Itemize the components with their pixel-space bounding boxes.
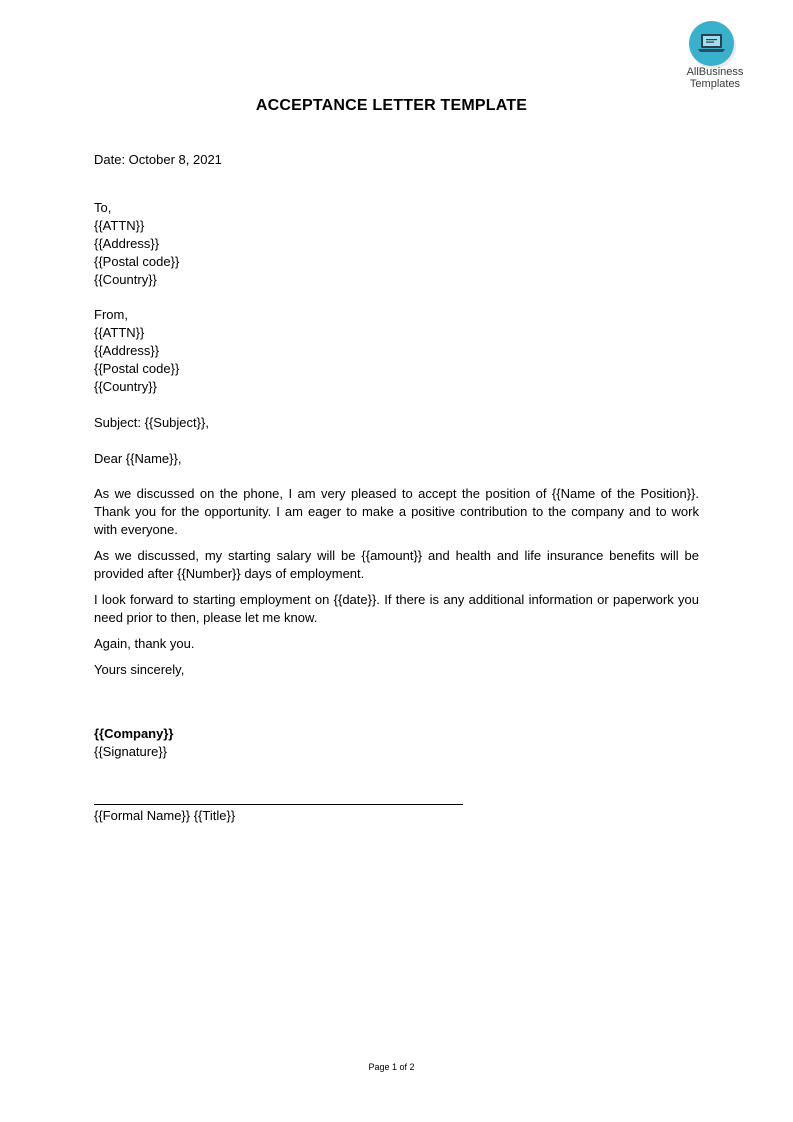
signature-placeholder: {{Signature}} [94,744,168,759]
salutation: Dear {{Name}}, [94,451,182,466]
recipient-postal-code: {{Postal code}} [94,254,180,269]
sender-heading: From, [94,307,128,322]
sender-postal-code: {{Postal code}} [94,361,180,376]
body-paragraph-3: I look forward to starting employment on {{date}}. If there is any additional information or paperwork you need prior to then, please let me know. [94,592,699,625]
subject-line: Subject: {{Subject}}, [94,415,209,430]
sender-attn: {{ATTN}} [94,325,145,340]
sender-country: {{Country}} [94,379,157,394]
recipient-block [94,199,699,289]
body-paragraph-2: As we discussed, my starting salary will be {{amount}} and health and life insurance benefits will be provided after {{Number}} days of employment. [94,548,699,581]
logo-badge [689,21,734,66]
page-number: Page 1 of 2 [368,1062,415,1072]
formal-name-title: {{Formal Name}} {{Title}} [94,808,236,823]
logo-wordmark [672,66,758,90]
sender-address: {{Address}} [94,343,160,358]
date-line: Date: October 8, 2021 [94,152,222,167]
thanks-line: Again, thank you. [94,636,195,651]
signature-line [94,804,463,805]
recipient-address: {{Address}} [94,236,160,251]
company-name: {{Company}} [94,726,174,741]
sender-block [94,306,699,396]
closing-line: Yours sincerely, [94,662,185,677]
logo-line-1: AllBusiness [686,66,744,78]
recipient-country: {{Country}} [94,272,157,287]
document-title: ACCEPTANCE LETTER TEMPLATE [255,97,528,114]
logo-line-2: Templates [689,78,741,90]
allbusiness-templates-logo [672,21,758,95]
laptop-icon [689,21,734,66]
body-paragraph-1: As we discussed on the phone, I am very pleased to accept the position of {{Name of the Position}}. Thank you for the opportunity. I am eager to make a positive contribution to the company and to work with everyone. [94,486,699,537]
recipient-attn: {{ATTN}} [94,218,145,233]
recipient-heading: To, [94,200,112,215]
